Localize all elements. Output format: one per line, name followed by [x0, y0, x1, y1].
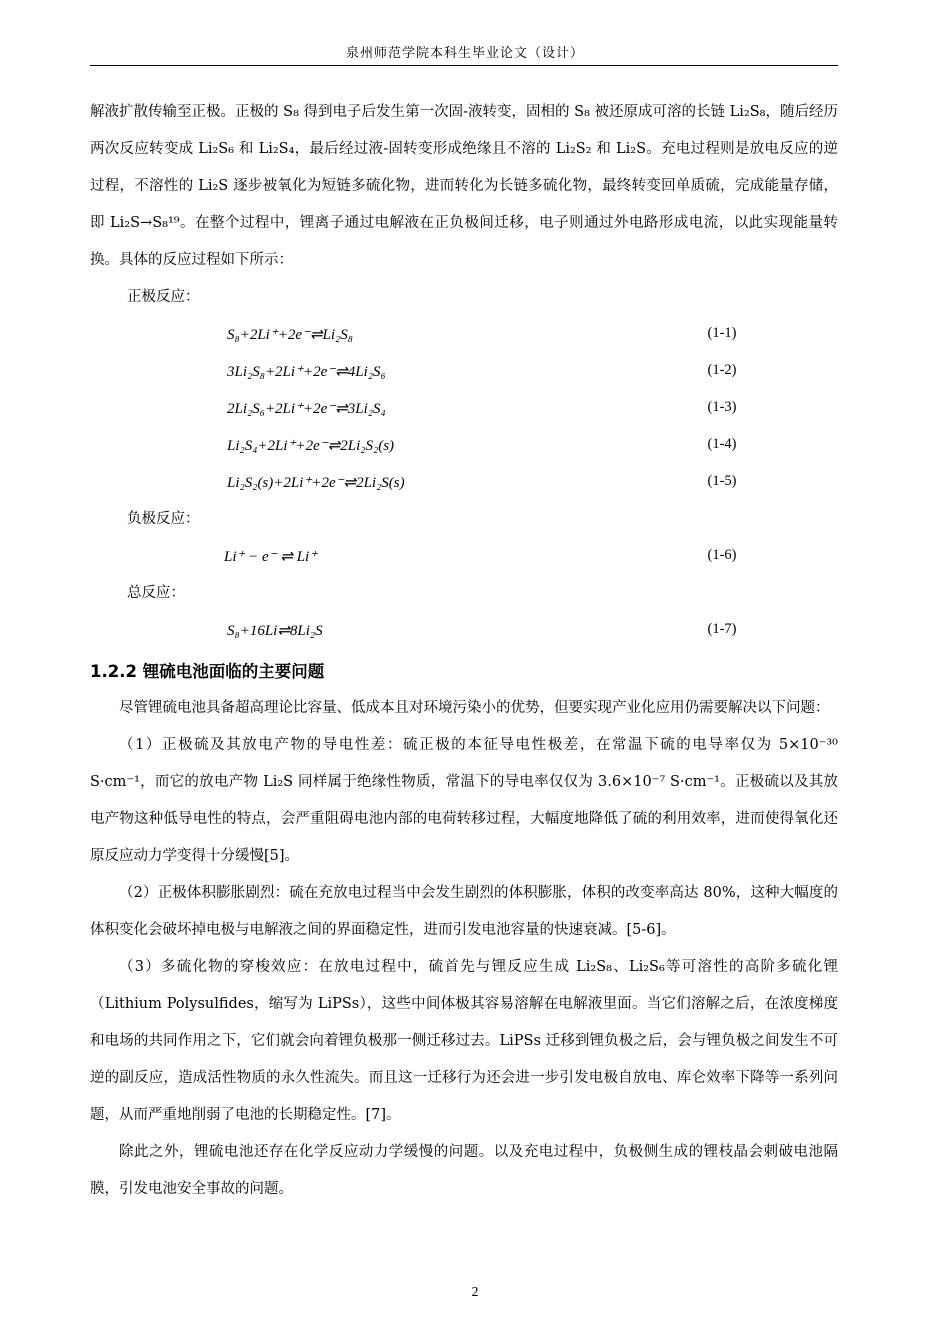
body-paragraph: （2）正极体积膨胀剧烈：硫在充放电过程当中会发生剧烈的体积膨胀，体积的改变率高达 80%，这种大幅度的体积变化会破坏掉电极与电解液之间的界面稳定性，进而引发电池容量的快速衰减。[5-6]。	[90, 885, 838, 938]
equation-formula: Li₂S₄+2Li⁺+2e⁻⇌2Li₂S₂(s)	[227, 438, 395, 454]
page-body	[90, 94, 838, 1208]
equation-row	[90, 427, 838, 464]
equation-row	[90, 390, 838, 427]
body-paragraph: （1）正极硫及其放电产物的导电性差：硫正极的本征导电性极差，在常温下硫的电导率仅为 5×10⁻³⁰ S·cm⁻¹，而它的放电产物 Li₂S 同样属于绝缘性物质，常温下的导电率仅仅为 3.6×10⁻⁷ S·cm⁻¹。正极硫以及其放电产物这种低导电性的特点，会严重阻碍电池内部的电荷转移过程，大幅度地降低了硫的利用效率，进而使得氧化还原反应动力学变得十分缓慢[5]。	[90, 737, 838, 864]
equation-formula: S₈+2Li⁺+2e⁻⇌Li₂S₈	[227, 327, 353, 343]
page-number: 2	[471, 1285, 479, 1300]
body-paragraph: 尽管锂硫电池具备超高理论比容量、低成本且对环境污染小的优势，但要实现产业化应用仍需要解决以下问题：	[119, 700, 830, 716]
equation-number: (1-4)	[707, 436, 737, 452]
section-heading: 1.2.2 锂硫电池面临的主要问题	[90, 662, 325, 681]
equation-number: (1-2)	[707, 362, 737, 378]
page-header: 泉州师范学院本科生毕业论文（设计）	[345, 46, 584, 61]
equation-row	[90, 538, 838, 575]
positive-reaction-label: 正极反应：	[127, 289, 200, 305]
intro-paragraph: 解液扩散传输至正极。正极的 S₈ 得到电子后发生第一次固-液转变，固相的 S₈ 被还原成可溶的长链 Li₂S₈，随后经历两次反应转变成 Li₂S₆ 和 Li₂S₄，最后经过液-固转变形成绝缘且不溶的 Li₂S₂ 和 Li₂S。充电过程则是放电反应的逆过程，不溶性的 Li₂S 逐步被氧化为短链多硫化物，进而转化为长链多硫化物，最终转变回单质硫，完成能量存储，即 Li₂S→S₈¹⁹。在整个过程中，锂离子通过电解液在正负极间迁移，电子则通过外电路形成电流，以此实现能量转换。具体的反应过程如下所示：	[90, 104, 838, 268]
equation-number: (1-6)	[707, 547, 737, 563]
total-reaction-label: 总反应：	[127, 585, 185, 601]
equation-row	[90, 612, 838, 649]
equation-formula: 3Li₂S₈+2Li⁺+2e⁻⇌4Li₂S₆	[227, 364, 386, 380]
equation-row	[90, 316, 838, 353]
negative-reaction-label: 负极反应：	[127, 511, 200, 527]
equation-formula: S₈+16Li⇌8Li₂S	[227, 623, 323, 639]
equation-row	[90, 353, 838, 390]
equation-formula: Li₂S₂(s)+2Li⁺+2e⁻⇌2Li₂S(s)	[227, 475, 405, 491]
body-paragraph: 除此之外，锂硫电池还存在化学反应动力学缓慢的问题。以及充电过程中，负极侧生成的锂枝晶会刺破电池隔膜，引发电池安全事故的问题。	[90, 1144, 838, 1197]
header-divider	[90, 65, 838, 66]
equation-number: (1-3)	[707, 399, 737, 415]
equation-number: (1-1)	[707, 325, 737, 341]
equation-formula: 2Li₂S₆+2Li⁺+2e⁻⇌3Li₂S₄	[227, 401, 386, 417]
equation-number: (1-7)	[707, 621, 737, 637]
body-paragraph: （3）多硫化物的穿梭效应：在放电过程中，硫首先与锂反应生成 Li₂S₈、Li₂S₆等可溶性的高阶多硫化锂（Lithium Polysulfides，缩写为 LiPSs），这些中间体极其容易溶解在电解液里面。当它们溶解之后，在浓度梯度和电场的共同作用之下，它们就会向着锂负极那一侧迁移过去。LiPSs 迁移到锂负极之后，会与锂负极之间发生不可逆的副反应，造成活性物质的永久性流失。而且这一迁移行为还会进一步引发电极自放电、库仑效率下降等一系列问题，从而严重地削弱了电池的长期稳定性。[7]。	[90, 959, 838, 1123]
equation-number: (1-5)	[707, 473, 737, 489]
equation-formula: Li⁺ − e⁻ ⇌ Li⁺	[224, 549, 318, 565]
equation-row	[90, 464, 838, 501]
